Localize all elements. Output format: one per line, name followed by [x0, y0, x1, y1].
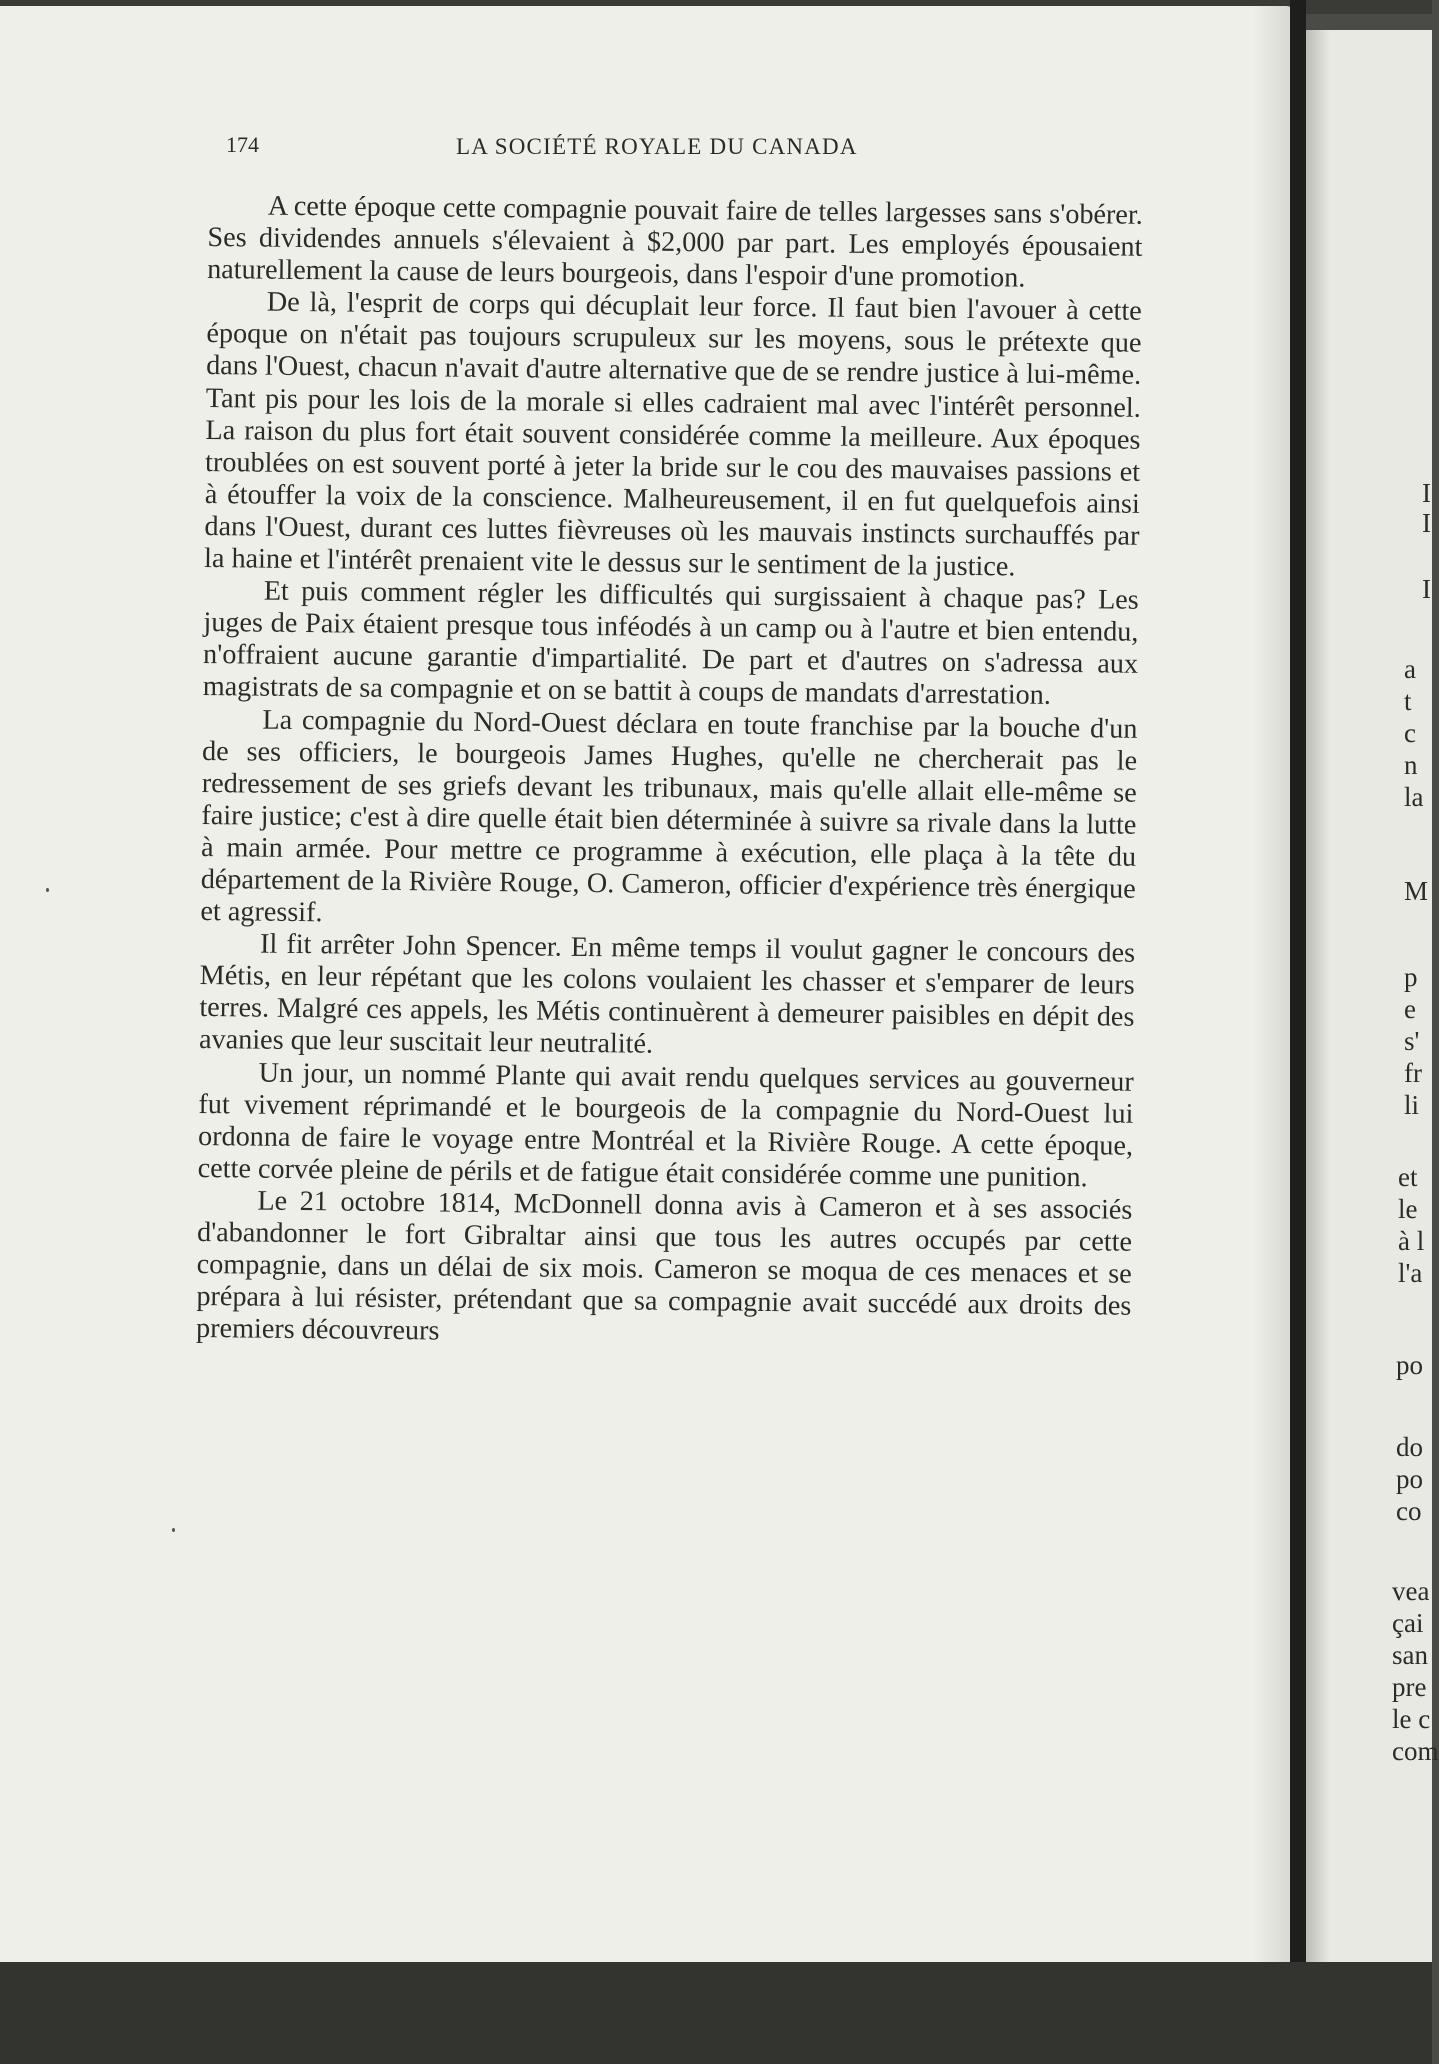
- paragraph: La compagnie du Nord-Ouest déclara en toute franchise par la bouche d'un de ses officiers, le bourgeois James Hughes, qu'elle ne chercherait pas le redressement de ses griefs devant les tribunaux, mais qu'elle allait elle-même se faire justice; c'est à dire quelle était bien déterminée à suivre sa rivale dans la lutte à main armée. Pour mettre ce programme à exécution, elle plaça à la tête du département de la Rivière Rouge, O. Cameron, officier d'expérience très énergique et agressif.: [200, 704, 1138, 929]
- right-fragment: po: [1396, 1464, 1423, 1494]
- right-fragment: fr: [1404, 1058, 1422, 1088]
- right-fragment: san: [1392, 1640, 1428, 1670]
- right-fragment: I: [1422, 574, 1431, 604]
- book-gutter: [1290, 0, 1306, 2064]
- right-fragment: n: [1404, 750, 1418, 780]
- paragraph: Il fit arrêter John Spencer. En même temps il voulut gagner le concours des Métis, en leur répétant que les colons voulaient les chasser et s'emparer de leurs terres. Malgré ces appels, les Métis continuèrent à demeurer paisibles en dépit des avanies que leur suscitait leur neutralité.: [198, 928, 1136, 1061]
- right-fragment: pre: [1392, 1672, 1427, 1702]
- body-text: [196, 190, 1143, 1355]
- right-fragment: çai: [1392, 1608, 1424, 1638]
- right-fragment: s': [1404, 1026, 1420, 1056]
- right-fragment: l'a: [1398, 1258, 1423, 1288]
- right-fragment: c: [1404, 718, 1416, 748]
- right-fragment: le c: [1392, 1704, 1431, 1734]
- scan-speck: [46, 888, 49, 892]
- right-fragment: et: [1398, 1162, 1418, 1192]
- paragraph: Et puis comment régler les difficultés qui surgissaient à chaque pas? Les juges de Paix étaient presque tous inféodés à un camp ou à l'autre et bien entendu, n'offraient aucune garantie d'impartialité. De part et d'autres on s'adressa aux magistrats de sa compagnie et on se battit à coups de mandats d'arrestation.: [202, 575, 1139, 712]
- right-fragment: do: [1396, 1432, 1423, 1462]
- right-fragment: e: [1404, 994, 1416, 1024]
- right-fragment: M: [1404, 876, 1429, 906]
- scan-speck: [172, 1528, 175, 1532]
- right-fragment: t: [1404, 686, 1412, 716]
- paragraph: De là, l'esprit de corps qui décuplait leur force. Il faut bien l'avouer à cette époque on n'était pas toujours scrupuleux sur les moyens, sous le prétexte que dans l'Ouest, chacun n'avait d'autre alternative que de se rendre justice à lui-même. Tant pis pour les lois de la morale si elles cadraient mal avec l'intérêt personnel. La raison du plus fort était souvent considérée comme la meilleure. Aux époques troublées on est souvent porté à jeter la bride sur le cou des mauvaises passions et à étouffer la voix de la conscience. Malheureusement, il en fut quelquefois ainsi dans l'Ouest, durant ces luttes fièvreuses où les mauvais instincts surchauffés par la haine et l'intérêt prenaient vite le dessus sur le sentiment de la justice.: [203, 286, 1142, 583]
- scan-bottom-edge: [0, 1962, 1432, 2064]
- right-fragment: le: [1398, 1194, 1418, 1224]
- right-fragment: I: [1422, 478, 1431, 508]
- right-fragment: co: [1396, 1496, 1422, 1526]
- page-number: 174: [226, 132, 259, 157]
- paragraph: Un jour, un nommé Plante qui avait rendu quelques services au gouverneur fut vivement réprimandé et le bourgeois de la compagnie du Nord-Ouest lui ordonna de faire le voyage entre Montréal et la Rivière Rouge. A cette époque, cette corvée pleine de périls et de fatigue était considérée comme une punition.: [197, 1057, 1134, 1194]
- paragraph: Le 21 octobre 1814, McDonnell donna avis à Cameron et à ses associés d'abandonner le fort Gibraltar ainsi que tous les autres occupés par cette compagnie, dans un délai de six mois. Cameron se moqua de ces menaces et se prépara à lui résister, prétendant que sa compagnie avait succédé aux droits des premiers découvreurs: [195, 1185, 1133, 1347]
- page-header: [226, 128, 1156, 168]
- right-fragment: I: [1422, 508, 1431, 538]
- right-page-text-fragments: [1388, 470, 1439, 1870]
- right-fragment: la: [1404, 782, 1424, 812]
- right-fragment: a: [1404, 654, 1416, 684]
- running-title: LA SOCIÉTÉ ROYALE DU CANADA: [456, 134, 858, 159]
- paragraph: A cette époque cette compagnie pouvait faire de telles largesses sans s'obérer. Ses dividendes annuels s'élevaient à $2,000 par part. Les employés épousaient naturellement la cause de leurs bourgeois, dans l'espoir d'une promotion.: [207, 190, 1143, 294]
- right-fragment: com: [1392, 1736, 1439, 1766]
- right-fragment: à l: [1398, 1226, 1425, 1256]
- right-fragment: p: [1404, 962, 1418, 992]
- right-fragment: vea: [1392, 1576, 1430, 1606]
- right-fragment: po: [1396, 1350, 1423, 1380]
- right-fragment: li: [1404, 1090, 1420, 1120]
